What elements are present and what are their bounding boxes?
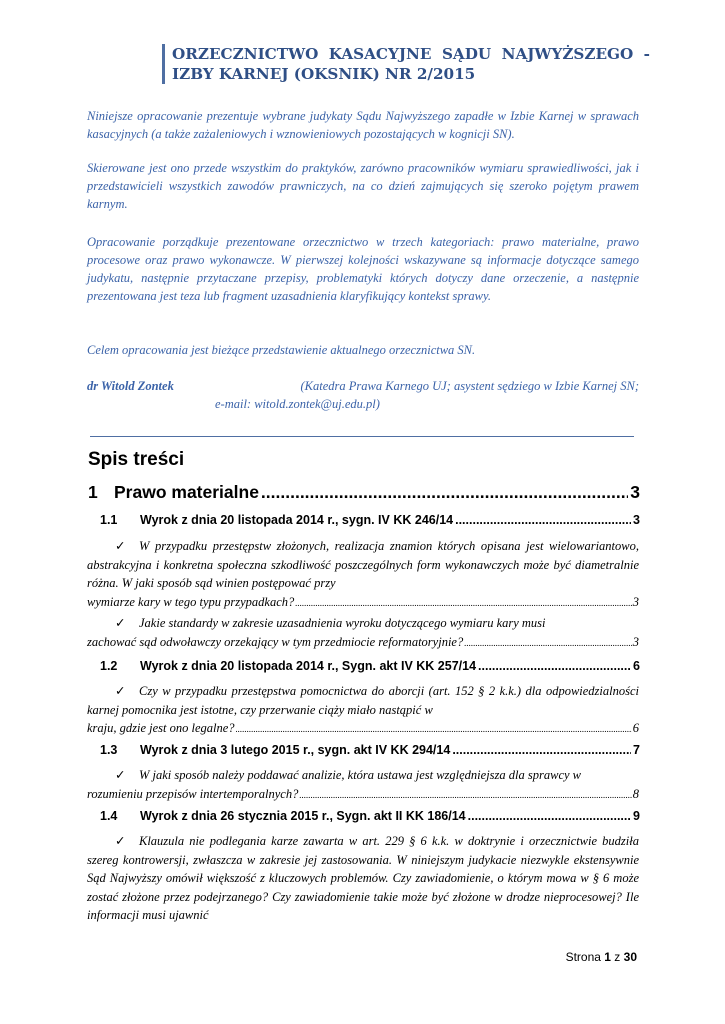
toc-page-number: 8 bbox=[632, 786, 639, 801]
document-title: ORZECZNICTWO KASACYJNE SĄDU NAJWYŻSZEGO - IZBY KARNEJ (OKSNIK) NR 2/2015 bbox=[172, 45, 650, 83]
toc-subsection-1-2[interactable] bbox=[100, 659, 640, 673]
toc-subsection-number: 1.2 bbox=[100, 659, 118, 673]
footer-separator: z bbox=[614, 950, 621, 964]
toc-subsection-1-1[interactable] bbox=[100, 513, 640, 527]
checkmark-icon: ✓ bbox=[115, 684, 126, 698]
toc-subsection-label: Wyrok z dnia 3 lutego 2015 r., sygn. akt IV KK 294/14 bbox=[140, 743, 451, 757]
toc-page-number: 3 bbox=[633, 513, 640, 527]
toc-subsection-number: 1.1 bbox=[100, 513, 118, 527]
intro-paragraph-2: Skierowane jest ono przede wszystkim do praktyków, zarówno pracowników wymiaru sprawiedliwości, jak i przedstawicieli wszystkich zawodów prawniczych, na co dzień zajmujących się szeroko pojętym prawem karnym. bbox=[87, 161, 639, 211]
toc-subsection-label: Wyrok z dnia 20 listopada 2014 r., Sygn. akt IV KK 257/14 bbox=[140, 659, 477, 673]
toc-section-number: 1 bbox=[88, 482, 98, 502]
author-email[interactable]: e-mail: witold.zontek@uj.edu.pl) bbox=[215, 397, 380, 411]
document-header bbox=[162, 44, 650, 84]
toc-leader-dots bbox=[295, 594, 631, 613]
toc-section-1[interactable] bbox=[88, 482, 640, 503]
toc-page-number: 6 bbox=[632, 721, 639, 735]
toc-subsection-1-4[interactable] bbox=[100, 809, 640, 823]
checkmark-icon: ✓ bbox=[115, 768, 126, 782]
toc-entry-text: W jaki sposób należy poddawać analizie, która ustawa jest względniejsza dla sprawcy w bbox=[139, 768, 581, 782]
toc-leader-dots bbox=[464, 634, 632, 653]
toc-section-label: Prawo materialne bbox=[114, 482, 259, 502]
intro-paragraph-3: Opracowanie porządkuje prezentowane orzecznictwo w trzech kategoriach: prawo materialne, prawo procesowe oraz prawo wykonawcze. W pierwszej kolejności wskazywane są informacje dotyczące samego judykatu, następnie przytaczane przepisy, problematyki których dotyczy dane orzeczenie, a następnie prezentowana jest teza lub fragment uzasadnienia klaryfikujący kontekst sprawy. bbox=[87, 235, 639, 303]
checkmark-icon: ✓ bbox=[115, 834, 126, 848]
toc-entry-text: Czy w przypadku przestępstwa pomocnictwa do aborcji (art. 152 § 2 k.k.) dla odpowiedzialności karnej pomocnika jest istotne, czy przerwanie ciąży miało nastąpić w bbox=[87, 684, 639, 717]
toc-page-number: 3 bbox=[632, 594, 639, 609]
page-footer bbox=[566, 950, 637, 964]
toc-page-number: 3 bbox=[630, 482, 640, 502]
toc-leader-dots bbox=[468, 809, 631, 823]
toc-entry-2[interactable] bbox=[87, 614, 639, 652]
toc-subsection-number: 1.4 bbox=[100, 809, 118, 823]
toc-entry-text-end: wymiarze kary w tego typu przypadkach? bbox=[87, 594, 295, 609]
footer-total-pages: 30 bbox=[623, 950, 637, 964]
toc-subsection-1-3[interactable] bbox=[100, 743, 640, 757]
toc-entry-text: Klauzula nie podlegania karze zawarta w art. 229 § 6 k.k. w doktrynie i orzecznictwie budziła szereg kontrowersji, zwłaszcza w zakresie jej zastosowania. W niniejszym judykacie niezwykle ekstensywnie Sąd Najwyższy omówił większość z kluczowych problemów. Czy zawiadomienie, o którym mowa w § 6 może zostać złożone przez podejrzanego? Czy zawiadomienie takie może być złożone w drodze nieprocesowej? Ile informacji musi ujawnić bbox=[87, 834, 639, 922]
intro-paragraph-1: Niniejsze opracowanie prezentuje wybrane judykaty Sądu Najwyższego zapadłe w Izbie Karnej w sprawach kasacyjnych (a także zażaleniowych i wznowieniowych pozostających w kognicji SN). bbox=[87, 109, 639, 141]
toc-entry-text-end: zachować sąd odwoławczy orzekający w tym przedmiocie reformatoryjnie? bbox=[87, 634, 464, 649]
toc-page-number: 6 bbox=[633, 659, 640, 673]
toc-entry-text: Jakie standardy w zakresie uzasadnienia wyroku dotyczącego wymiaru kary musi bbox=[139, 616, 546, 630]
toc-subsection-label: Wyrok z dnia 26 stycznia 2015 r., Sygn. akt II KK 186/14 bbox=[140, 809, 466, 823]
footer-prefix: Strona bbox=[565, 950, 601, 964]
toc-entry-text-end: kraju, gdzie jest ono legalne? bbox=[87, 721, 235, 735]
toc-leader-dots bbox=[478, 659, 631, 673]
toc-entry-5[interactable] bbox=[87, 832, 639, 925]
toc-leader-dots bbox=[299, 786, 631, 805]
author-affiliation: (Katedra Prawa Karnego UJ; asystent sędziego w Izbie Karnej SN; bbox=[300, 379, 639, 393]
toc-page-number: 7 bbox=[633, 743, 640, 757]
toc-leader-dots bbox=[455, 513, 631, 527]
toc-subsection-number: 1.3 bbox=[100, 743, 118, 757]
toc-entry-1[interactable] bbox=[87, 537, 639, 612]
toc-page-number: 9 bbox=[633, 809, 640, 823]
section-divider bbox=[90, 436, 634, 437]
toc-leader-dots bbox=[452, 743, 631, 757]
toc-subsection-label: Wyrok z dnia 20 listopada 2014 r., sygn. IV KK 246/14 bbox=[140, 513, 454, 527]
author-block bbox=[87, 377, 639, 413]
toc-page-number: 3 bbox=[632, 634, 639, 649]
toc-leader-dots bbox=[261, 482, 628, 503]
checkmark-icon: ✓ bbox=[115, 539, 126, 553]
checkmark-icon: ✓ bbox=[115, 616, 126, 630]
intro-paragraph-4: Celem opracowania jest bieżące przedstawienie aktualnego orzecznictwa SN. bbox=[87, 343, 476, 357]
toc-entry-4[interactable] bbox=[87, 766, 639, 804]
toc-leader-dots bbox=[236, 720, 632, 739]
footer-current-page: 1 bbox=[604, 950, 611, 964]
toc-entry-text-end: rozumieniu przepisów intertemporalnych? bbox=[87, 786, 299, 801]
toc-entry-text: W przypadku przestępstw złożonych, realizacja znamion których opisana jest wielowariantowo, abstrakcyjna i konkretna społeczna szkodliwość poszczególnych form wykonawczych może być diametralnie różna. W jaki sposób sąd winien postępować przy bbox=[87, 539, 639, 590]
author-name: dr Witold Zontek bbox=[87, 379, 174, 393]
toc-entry-3[interactable] bbox=[87, 682, 639, 739]
toc-title: Spis treści bbox=[88, 449, 185, 470]
